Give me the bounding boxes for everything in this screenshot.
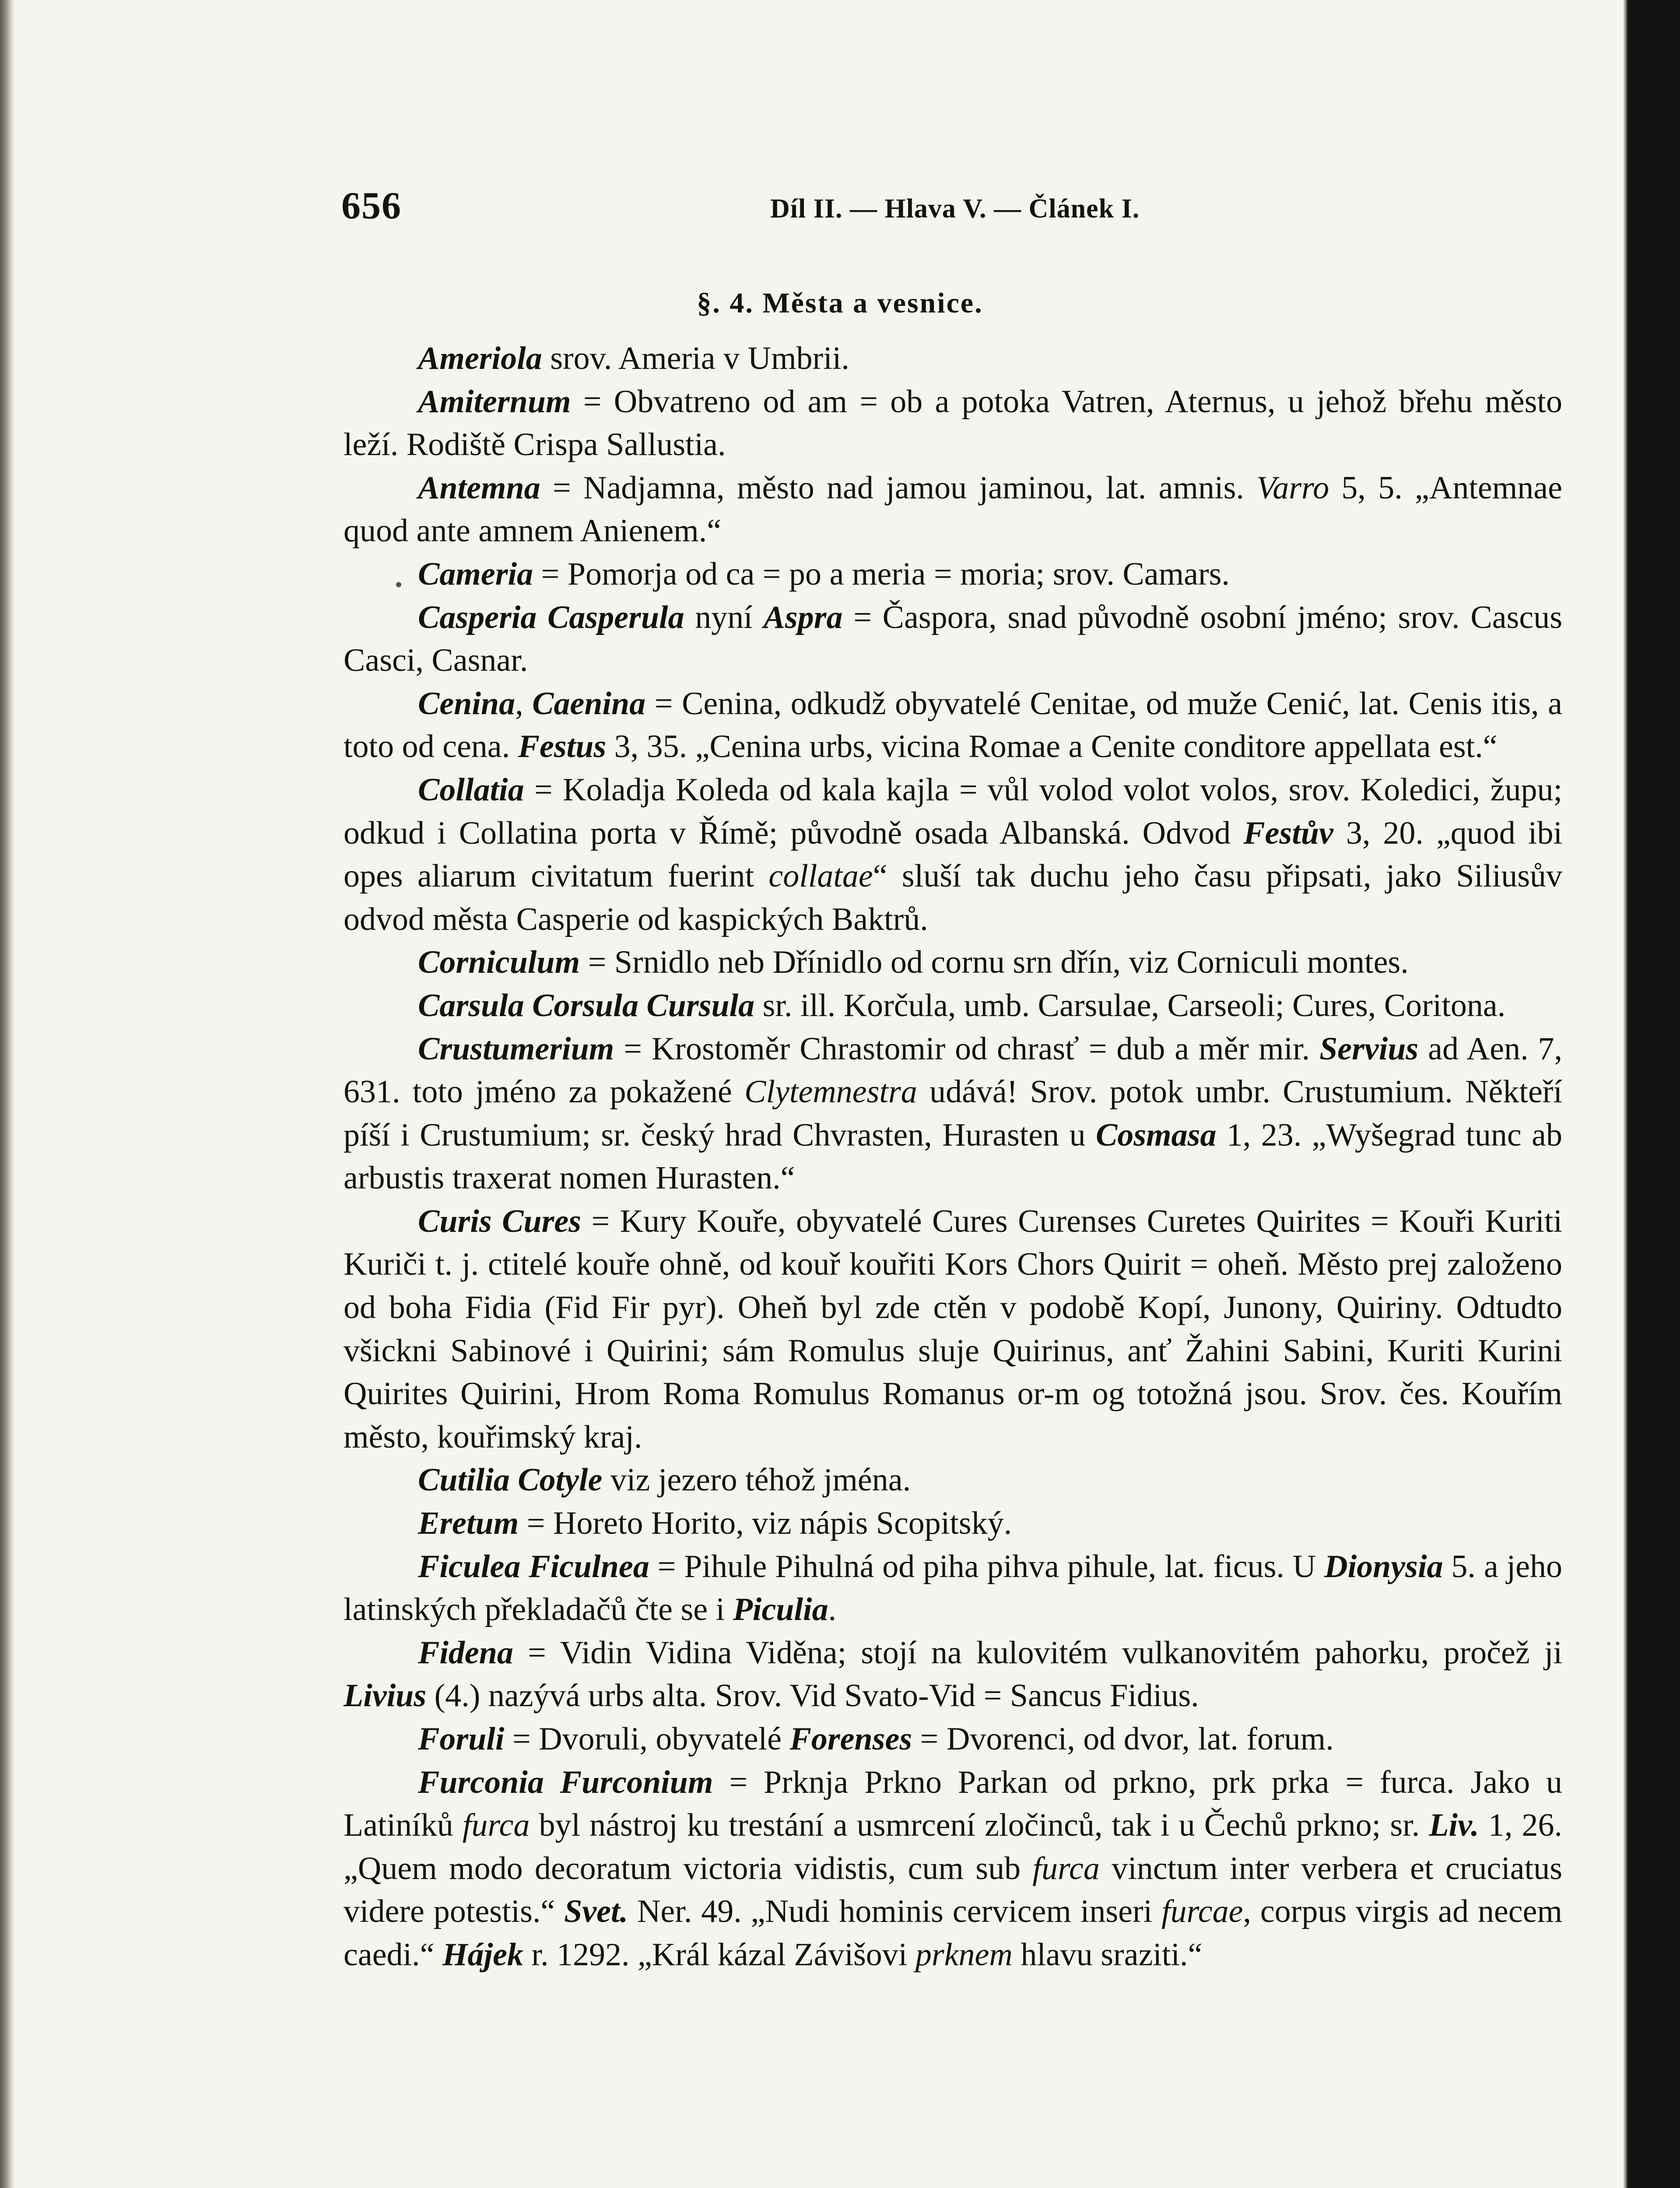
entry-citation: Varro <box>1256 470 1329 506</box>
scan-edge-right <box>1627 0 1680 2188</box>
entry-term: Eretum <box>418 1505 519 1542</box>
entry-text: . <box>828 1592 837 1628</box>
entry-citation: Servius <box>1319 1031 1419 1067</box>
entry-term-variant: Caenina <box>532 685 646 722</box>
entry-text: “ sluší tak duchu jeho času připsati, jako Siliusův odvod města Casperie od kaspických Baktrů. <box>344 858 1563 937</box>
entry-term-variant: Piculia <box>733 1592 828 1628</box>
entry-text: hlavu sraziti.“ <box>1012 1936 1203 1973</box>
entry-amiternum <box>344 380 1562 466</box>
entry-citation: Livius <box>344 1678 427 1714</box>
entry-text: = Krostoměr Chrastomir od chrasť = dub a měr mir. <box>614 1031 1320 1067</box>
entry-carsula <box>344 984 1562 1027</box>
entry-citation: Festův <box>1243 815 1333 851</box>
entry-curis <box>344 1200 1562 1459</box>
entry-text: , corpus virgis ad necem caedi.“ <box>344 1893 1562 1973</box>
entry-term: Ficulea Ficulnea <box>418 1548 649 1585</box>
entry-text: (4.) nazývá urbs alta. Srov. Vid Svato-Vid = Sancus Fidius. <box>426 1678 1199 1714</box>
entry-fidena <box>344 1631 1562 1718</box>
entry-ameriola <box>344 337 1562 380</box>
entry-cutilia <box>344 1459 1562 1502</box>
entry-text: = Vidin Vidina Viděna; stojí na kulovitém vulkanovitém pahorku, pročež ji <box>513 1634 1562 1671</box>
entry-text: = Koladja Koleda od kala kajla = vůl volod volot volos, srov. Koledici, župu; odkud i Collatina porta v Římě; původně osada Albanská. Odvod <box>344 771 1562 851</box>
entry-term: Cutilia Cotyle <box>418 1462 603 1498</box>
entry-citation: Festus <box>518 729 607 765</box>
entry-text: = Cenina, odkudž obyvatelé Cenitae, od muže Cenić, lat. Cenis itis, a toto od cena. <box>344 685 1562 765</box>
entry-citation: Dionysia <box>1324 1548 1443 1585</box>
entry-term: Amiternum <box>418 383 571 420</box>
entry-foruli <box>344 1718 1562 1761</box>
entry-text: 3, 35. „Cenina urbs, vicina Romae a Cenite conditore appellata est.“ <box>606 729 1498 765</box>
entry-citation: Hájek <box>442 1936 523 1973</box>
entry-text: 3, 20. „quod ibi opes aliarum civitatum fuerint <box>344 815 1563 894</box>
page-number: 656 <box>341 185 402 227</box>
entry-term: Curis Cures <box>418 1203 582 1239</box>
entry-text: 5, 5. „Antemnae quod ante amnem Anienem.“ <box>344 470 1562 549</box>
entry-text: byl nástroj ku trestání a usmrcení zločinců, tak i u Čechů prkno; sr. <box>530 1807 1429 1844</box>
entry-text: = Dvoruli, obyvatelé <box>504 1721 790 1757</box>
entry-text: , <box>515 685 533 722</box>
entry-crustumerium <box>344 1027 1562 1200</box>
entry-emphasis: prknem <box>915 1936 1013 1973</box>
entry-term: Antemna <box>418 470 540 506</box>
running-head: Díl II. — Hlava V. — Článek I. <box>770 194 1140 224</box>
entry-text: Ner. 49. „Nudi hominis cervicem inseri <box>628 1893 1162 1930</box>
entry-text: sr. ill. Korčula, umb. Carsulae, Carseoli; Cures, Coritona. <box>754 987 1506 1024</box>
entry-term: Crustumerium <box>418 1031 614 1067</box>
entry-term: Collatia <box>418 771 524 808</box>
entry-text: srov. Ameria v Umbrii. <box>542 340 849 376</box>
entry-text: = Horeto Horito, viz nápis Scopitský. <box>519 1505 1012 1542</box>
entry-text: nyní <box>684 599 764 635</box>
entry-text: vinctum inter verbera et cruciatus videre potestis.“ <box>344 1850 1562 1930</box>
entry-citation: Cosmasa <box>1095 1117 1217 1153</box>
entry-text: = Dvorenci, od dvor, lat. forum. <box>912 1721 1334 1757</box>
entry-text: udává! Srov. potok umbr. Crustumium. Někteří píší i Crustumium; sr. český hrad Chvrasten, Hurasten u <box>344 1074 1562 1153</box>
entry-casperia <box>344 596 1562 682</box>
scan-edge-left <box>0 0 15 2188</box>
entry-text: viz jezero téhož jména. <box>602 1462 911 1498</box>
entry-text: 5. a jeho latinských překladačů čte se i <box>344 1548 1562 1628</box>
section-title: §. 4. Města a vesnice. <box>697 287 983 319</box>
entry-corniculum <box>344 941 1562 984</box>
entry-term: Carsula Corsula Cursula <box>418 987 755 1024</box>
text-body <box>344 337 1562 1977</box>
entry-emphasis: furca <box>462 1807 530 1844</box>
entry-text: = Prknja Prkno Parkan od prkno, prk prka = furca. Jako u Latiníků <box>344 1764 1562 1844</box>
entry-emphasis: Clytemnestra <box>744 1074 917 1110</box>
entry-term: Casperia Casperula <box>418 599 684 635</box>
entry-text: 1, 26. „Quem modo decoratum victoria vidistis, cum sub <box>344 1807 1563 1886</box>
entry-term: Cameria <box>418 556 533 592</box>
entry-term: Fidena <box>418 1634 513 1671</box>
entry-furconia <box>344 1761 1562 1977</box>
entry-text: = Nadjamna, město nad jamou jaminou, lat. amnis. <box>540 470 1257 506</box>
entry-citation: Liv. <box>1429 1807 1479 1844</box>
entry-text: = Obvatreno od am = ob a potoka Vatren, Aternus, u jehož břehu město leží. Rodiště Crispa Sallustia. <box>344 383 1562 463</box>
entry-cenina <box>344 682 1562 768</box>
entry-text: 1, 23. „Wyšegrad tunc ab arbustis traxerat nomen Hurasten.“ <box>344 1117 1562 1196</box>
entry-citation: Svet. <box>564 1893 628 1930</box>
entry-text: r. 1292. „Král kázal Závišovi <box>523 1936 915 1973</box>
entry-term-variant: Aspra <box>763 599 843 635</box>
entry-cameria <box>344 553 1562 596</box>
entry-emphasis: furca <box>1032 1850 1100 1886</box>
entry-term-variant: Forenses <box>789 1721 912 1757</box>
entry-term: Corniculum <box>418 944 580 981</box>
entry-collatia <box>344 768 1562 941</box>
entry-text: = Časpora, snad původně osobní jméno; srov. Cascus Casci, Casnar. <box>344 599 1562 679</box>
entry-term: Ameriola <box>418 340 542 376</box>
entry-emphasis: furcae <box>1161 1893 1243 1930</box>
page-header <box>341 184 1562 236</box>
entry-text: = Pomorja od ca = po a meria = moria; srov. Camars. <box>533 556 1230 592</box>
entry-text: ad Aen. 7, 631. toto jméno za pokažené <box>344 1031 1563 1110</box>
entry-term: Furconia Furconium <box>418 1764 713 1800</box>
entry-term: Cenina <box>418 685 516 722</box>
entry-term: Foruli <box>418 1721 505 1757</box>
entry-text: = Pihule Pihulná od piha pihva pihule, lat. ficus. U <box>649 1548 1325 1585</box>
entry-text: = Kury Kouře, obyvatelé Cures Curenses Curetes Quirites = Kouři Kuriti Kuriči t. j. ctitelé kouře ohně, od kouř kouřiti Kors Chors Quirit = oheň. Město prej založeno od boha Fidia (Fid Fir pyr). Oheň byl zde ctěn v podobě Kopí, Junony, Quiriny. Odtudto všickni Sabinové i Quirini; sám Romulus sluje Quirinus, anť Žahini Sabini, Kuriti Kurini Quirites Quirini, Hrom Roma Romulus Romanus or-m og totožná jsou. Srov. čes. Kouřím město, kouřimský kraj. <box>344 1203 1563 1455</box>
entry-antemna <box>344 466 1562 553</box>
entry-text: = Srnidlo neb Dřínidlo od cornu srn dřín, viz Corniculi montes. <box>580 944 1409 981</box>
entry-eretum <box>344 1502 1562 1545</box>
entry-ficulea <box>344 1545 1562 1631</box>
entry-emphasis: collatae <box>768 858 873 894</box>
